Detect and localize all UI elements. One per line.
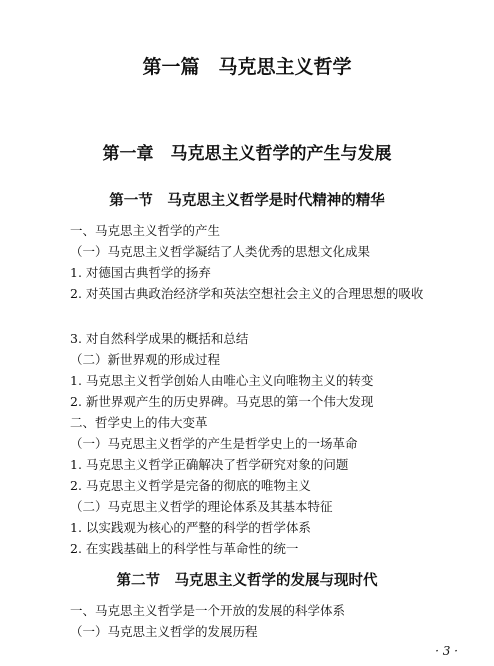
outline-item: （二）新世界观的形成过程 <box>70 352 221 367</box>
outline-item: 二、哲学史上的伟大变革 <box>70 415 208 430</box>
outline-item: 3. 对自然科学成果的概括和总结 <box>70 331 249 346</box>
outline-item: 2. 马克思主义哲学是完备的彻底的唯物主义 <box>70 478 311 493</box>
outline-item: 2. 在实践基础上的科学性与革命性的统一 <box>70 541 299 556</box>
part-title: 第一篇 马克思主义哲学 <box>142 56 352 78</box>
outline-item: （一）马克思主义哲学的产生是哲学史上的一场革命 <box>70 436 358 451</box>
chapter-title: 第一章 马克思主义哲学的产生与发展 <box>102 144 392 164</box>
outline-item: 1. 以实践观为核心的严整的科学的哲学体系 <box>70 520 311 535</box>
outline-item: 一、马克思主义哲学的产生 <box>70 223 221 238</box>
outline-item: 一、马克思主义哲学是一个开放的发展的科学体系 <box>70 603 346 618</box>
outline-item: （二）马克思主义哲学的理论体系及其基本特征 <box>70 499 333 514</box>
outline-item: （一）马克思主义哲学凝结了人类优秀的思想文化成果 <box>70 244 371 259</box>
outline-item: 1. 马克思主义哲学正确解决了哲学研究对象的问题 <box>70 457 349 472</box>
page-number: · 3 · <box>435 644 458 658</box>
section-title-2: 第二节 马克思主义哲学的发展与现时代 <box>116 573 378 589</box>
outline-item: 2. 对英国古典政治经济学和英法空想社会主义的合理思想的吸收 <box>70 286 424 301</box>
section-title-1: 第一节 马克思主义哲学是时代精神的精华 <box>109 193 385 209</box>
outline-item: （一）马克思主义哲学的发展历程 <box>70 624 258 639</box>
outline-item: 2. 新世界观产生的历史界碑。马克思的第一个伟大发现 <box>70 394 374 409</box>
outline-item: 1. 马克思主义哲学创始人由唯心主义向唯物主义的转变 <box>70 373 374 388</box>
outline-item: 1. 对德国古典哲学的扬弃 <box>70 265 211 280</box>
